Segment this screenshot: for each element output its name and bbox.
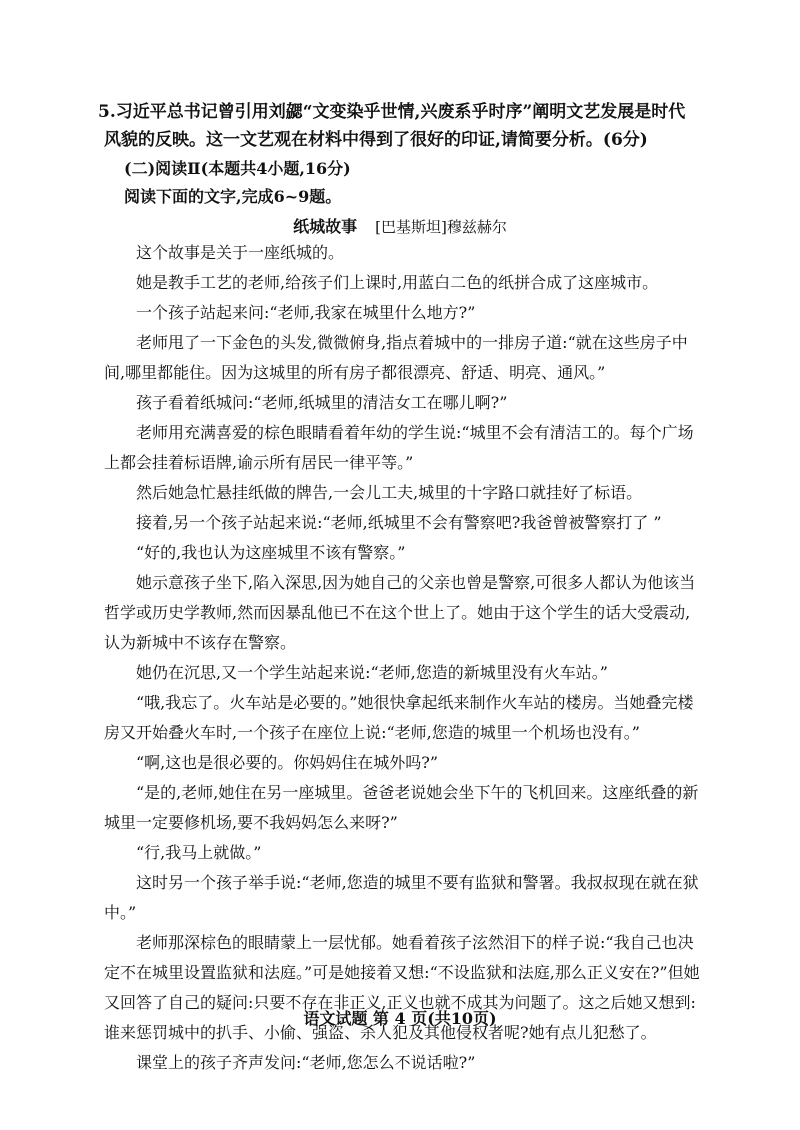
- story-paragraph: 这个故事是关于一座纸城的。: [136, 243, 345, 262]
- story-paragraph: 老师甩了一下金色的头发,微微俯身,指点着城中的一排房子道:“就在这些房子中间,哪里都能住。因为这城里的所有房子都很漂亮、舒适、明亮、通风。”: [104, 333, 688, 382]
- story-paragraph: “行,我马上就做。”: [136, 843, 262, 862]
- story-paragraph: 孩子看着纸城问:“老师,纸城里的清洁女工在哪儿啊?”: [136, 393, 508, 412]
- story-paragraph: 课堂上的孩子齐声发问:“老师,您怎么不说话啦?”: [136, 1053, 476, 1072]
- section-heading: (二)阅读Ⅱ(本题共4小题,16分): [124, 159, 351, 178]
- story-paragraph: 老师那深棕色的眼睛蒙上一层忧郁。她看着孩子泫然泪下的样子说:“我自己也决定不在城里设置监狱和法庭。”可是她接着又想:“不设监狱和法庭,那么正义安在?”但她又回答了自己的疑问:只要不存在非正义,正义也就不成其为问题了。这之后她又想到:谁来惩罚城中的扒手、小偷、强盗、杀人犯及其他侵权者呢?她有点儿犯愁了。: [104, 933, 700, 1042]
- question-5: 5.习近平总书记曾引用刘勰“文变染乎世情,兴废系乎时序”阐明文艺发展是时代风貌的反映。这一文艺观在材料中得到了很好的印证,请简要分析。(6分): [98, 102, 686, 150]
- story-paragraph: 她是教手工艺的老师,给孩子们上课时,用蓝白二色的纸拼合成了这座城市。: [136, 273, 659, 292]
- story-title: 纸城故事: [293, 217, 358, 236]
- story-paragraph: “啊,这也是很必要的。你妈妈住在城外吗?”: [136, 753, 439, 772]
- page-footer: 语文试题 第 4 页(共10页): [303, 1009, 497, 1028]
- reading-instruction: 阅读下面的文字,完成6~9题。: [124, 187, 342, 206]
- story-body: [104, 238, 700, 1078]
- story-paragraph: 这时另一个孩子举手说:“老师,您造的城里不要有监狱和警署。我叔叔现在就在狱中。”: [104, 873, 699, 922]
- story-title-line: [0, 214, 800, 240]
- story-paragraph: “是的,老师,她住在另一座城里。爸爸老说她会坐下午的飞机回来。这座纸叠的新城里一定要修机场,要不我妈妈怎么来呀?”: [104, 783, 699, 832]
- story-author: [巴基斯坦]穆兹赫尔: [375, 218, 507, 236]
- story-paragraph: 接着,另一个孩子站起来说:“老师,纸城里不会有警察吧?我爸曾被警察打了 ”: [136, 513, 662, 532]
- story-paragraph: 老师用充满喜爱的棕色眼睛看着年幼的学生说:“城里不会有清洁工的。每个广场上都会挂着标语牌,谕示所有居民一律平等。”: [104, 423, 694, 472]
- story-paragraph: 她示意孩子坐下,陷入深思,因为她自己的父亲也曾是警察,可很多人都认为他该当哲学或历史学教师,然而因暴乱他已不在这个世上了。她由于这个学生的话大受震动,认为新城中不该存在警察。: [104, 573, 696, 652]
- story-paragraph: 一个孩子站起来问:“老师,我家在城里什么地方?”: [136, 303, 476, 322]
- story-paragraph: “好的,我也认为这座城里不该有警察。”: [136, 543, 406, 562]
- story-paragraph: 然后她急忙悬挂纸做的牌告,一会儿工夫,城里的十字路口就挂好了标语。: [136, 483, 643, 502]
- story-paragraph: “哦,我忘了。火车站是必要的。”她很快拿起纸来制作火车站的楼房。当她叠完楼房又开始叠火车时,一个孩子在座位上说:“老师,您造的城里一个机场也没有。”: [104, 693, 694, 742]
- story-paragraph: 她仍在沉思,又一个学生站起来说:“老师,您造的新城里没有火车站。”: [136, 663, 608, 682]
